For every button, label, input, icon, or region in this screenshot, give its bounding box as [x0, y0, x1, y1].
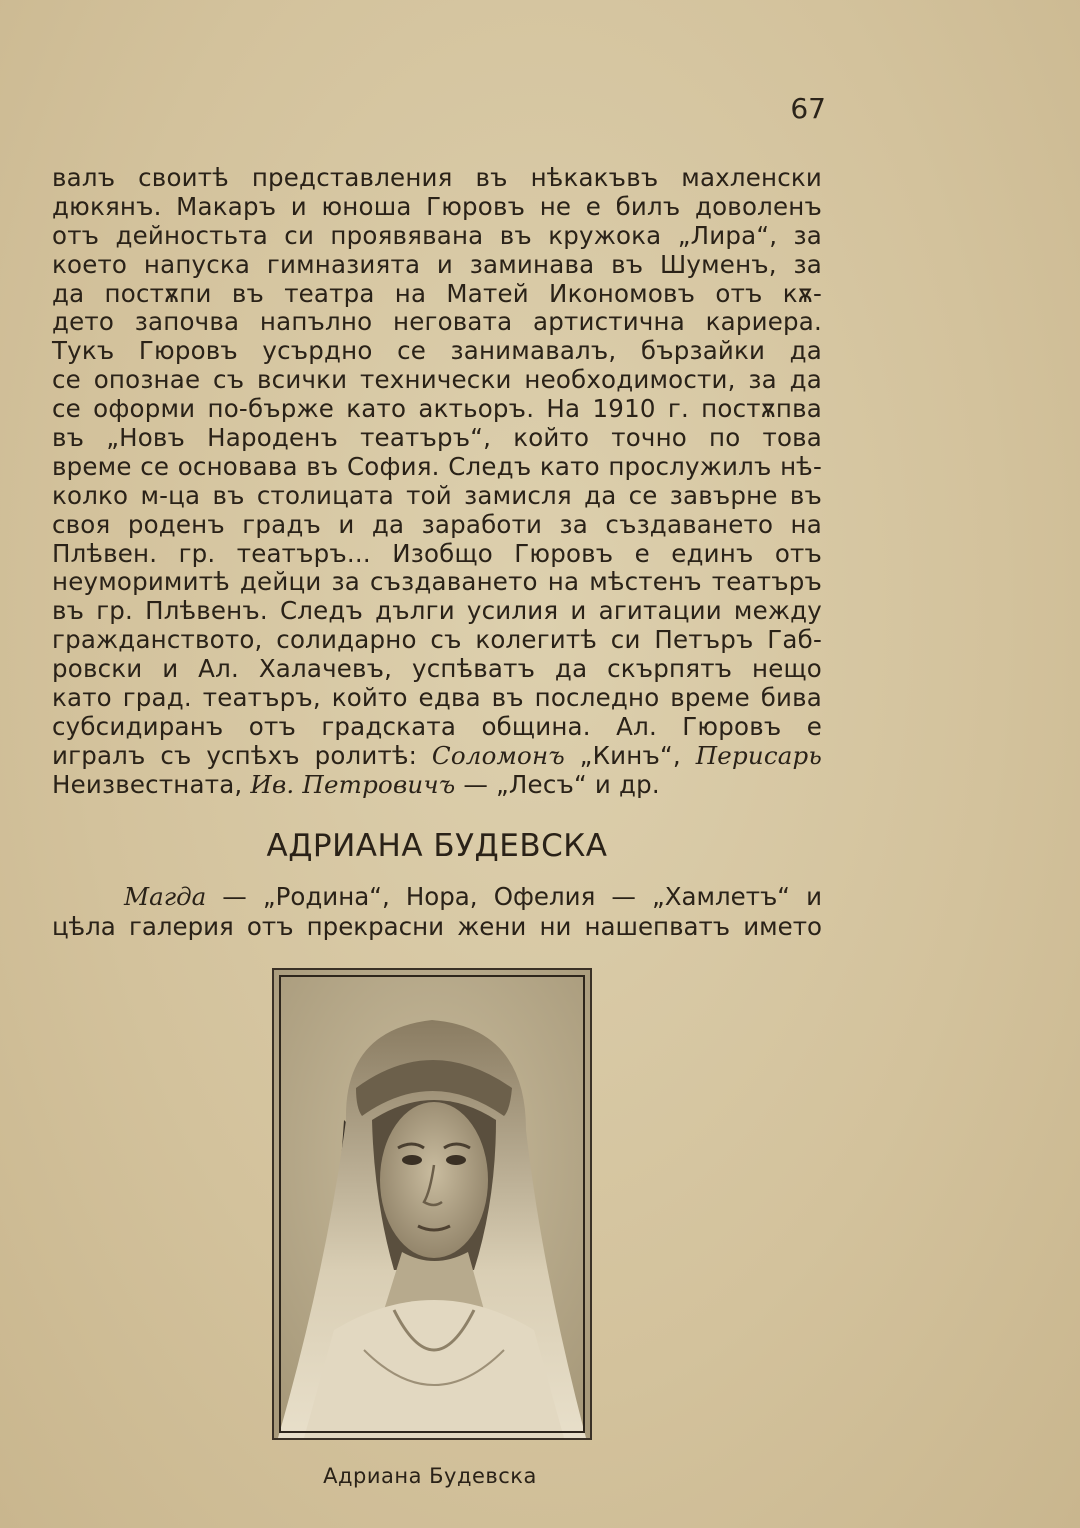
text-line: което напуска гимназията и заминава въ Шуменъ, за: [52, 249, 822, 279]
text-line: като град. театъръ, който едва въ последно време бива: [52, 683, 822, 713]
text-line: отъ дейностьта си проявявана въ кружока „Лира“, за: [52, 220, 822, 250]
text-line: дюкянъ. Макаръ и юноша Гюровъ не е билъ доволенъ: [52, 191, 822, 221]
role-perisar: Перисарь: [695, 740, 822, 770]
role-magda: Магда: [124, 882, 207, 911]
text-line: неуморимитѣ дейци за създаването на мѣстенъ театъръ: [52, 567, 822, 597]
text-line: Тукъ Гюровъ усърдно се занимавалъ, бързайки да: [52, 336, 822, 366]
text-line-roles: [52, 742, 822, 771]
portrait-photo: [272, 968, 592, 1440]
text-line: се опознае съ всички технически необходимости, за да: [52, 365, 822, 395]
text-line: се оформи по-бърже като актьоръ. На 1910 г. постѫпва: [52, 394, 822, 424]
play-neizvestnata: Неизвестната,: [52, 769, 251, 799]
text-line: валъ своитѣ представления въ нѣкакъвъ махленски: [52, 163, 822, 192]
text-line: ровски и Ал. Халачевъ, успѣватъ да скърпятъ нещо: [52, 654, 822, 684]
play-kin: „Кинъ“,: [564, 740, 696, 770]
text-line: субсидиранъ отъ градската община. Ал. Гюровъ е: [52, 711, 822, 741]
text-line: въ „Новъ Народенъ театъръ“, който точно по това: [52, 423, 822, 453]
roles-list: — „Родина“, Нора, Офелия — „Хамлетъ“ и: [206, 882, 822, 911]
text-line: [52, 882, 822, 912]
portrait-image: [274, 970, 590, 1438]
text-line: време се основава въ София. Следъ като прослужилъ нѣ-: [52, 451, 822, 481]
play-les: — „Лесъ“ и др.: [455, 769, 660, 799]
paragraph-biography-gyurov: [52, 164, 822, 800]
text-line: цѣла галерия отъ прекрасни жени ни нашепватъ името: [52, 912, 822, 941]
text-line-roles-end: [52, 771, 822, 800]
roles-prefix: игралъ съ успѣхъ ролитѣ:: [52, 740, 432, 770]
section-title: АДРИАНА БУДЕВСКА: [266, 828, 608, 864]
role-solomon: Соломонъ: [431, 740, 565, 770]
text-line: гражданството, солидарно съ колегитѣ си Петъръ Габ-: [52, 625, 822, 655]
text-line: своя роденъ градъ и да заработи за създаването на: [52, 509, 822, 539]
text-line: да постѫпи въ театра на Матей Икономовъ отъ кѫ-: [52, 278, 822, 308]
text-line: Плѣвен. гр. театъръ... Изобщо Гюровъ е единъ отъ: [52, 538, 822, 568]
role-petrovich: Ив. Петровичъ: [250, 769, 456, 799]
page-number: 67: [790, 92, 826, 125]
photo-caption: Адриана Будевска: [323, 1464, 537, 1488]
text-line: дето започва напълно неговата артистична кариера.: [52, 307, 822, 337]
text-line: колко м-ца въ столицата той замисля да се завърне въ: [52, 480, 822, 510]
text-line: въ гр. Плѣвенъ. Следъ дълги усилия и агитации между: [52, 596, 822, 626]
paragraph-budevska: [52, 882, 822, 942]
